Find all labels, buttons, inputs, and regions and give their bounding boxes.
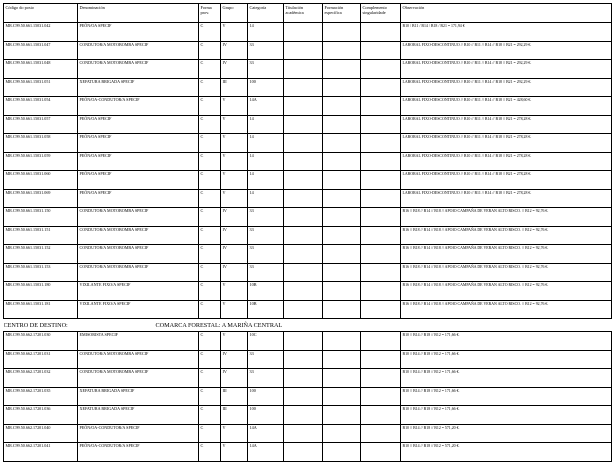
table-row — [4, 443, 612, 462]
table-row — [4, 41, 612, 60]
cell-grupo: III — [221, 406, 248, 425]
table-row — [4, 189, 612, 208]
cell-complemento — [361, 152, 401, 171]
column-header-denominacion: Denominación — [78, 4, 199, 23]
cell-codigo: MR.C99.50.662.17201.041 — [4, 443, 78, 462]
cell-codigo: MR.C99.50.661.15031.054 — [4, 97, 78, 116]
cell-titulacion — [284, 350, 323, 369]
table-row — [4, 226, 612, 245]
cell-observacion: B16 // B18 // B14 // B18 // APOIO CAMPAÑA DE VERAN ALTO RISCO. // B12 = 92,76 €. — [401, 226, 612, 245]
cell-titulacion — [284, 406, 323, 425]
centro-destino-label: CENTRO DE DESTINO: — [3, 322, 68, 329]
cell-forma-prov: C — [199, 226, 221, 245]
cell-titulacion — [284, 134, 323, 153]
cell-formacion — [323, 300, 361, 319]
cell-complemento — [361, 424, 401, 443]
cell-titulacion — [284, 300, 323, 319]
table-row — [4, 300, 612, 319]
cell-formacion — [323, 263, 361, 282]
cell-grupo: IV — [221, 208, 248, 227]
cell-denominacion: CONDUTOR/A MOTOBOMBA SPECIF — [78, 41, 199, 60]
table-row — [4, 263, 612, 282]
cell-titulacion — [284, 60, 323, 79]
cell-complemento — [361, 226, 401, 245]
comarca-forestal-label: COMARCA FORESTAL: A MARIÑA CENTRAL — [155, 322, 283, 329]
cell-denominacion: PEÓN/OA-CONDUTOR/A SPECIF — [78, 424, 199, 443]
column-header-grupo: Grupo — [221, 4, 248, 23]
cell-forma-prov: C — [199, 208, 221, 227]
cell-formacion — [323, 152, 361, 171]
cell-codigo: MR.C99.50.661.15031.042 — [4, 23, 78, 42]
cell-categoria: 14 — [248, 171, 284, 190]
cell-observacion: B16 // B18 // B14 // B18 // APOIO CAMPAÑA DE VERAN ALTO RISCO. // B12 = 92,76 €. — [401, 282, 612, 301]
cell-complemento — [361, 41, 401, 60]
cell-titulacion — [284, 97, 323, 116]
cell-complemento — [361, 171, 401, 190]
cell-codigo: MR.C99.50.661.15031.051 — [4, 78, 78, 97]
cell-complemento — [361, 78, 401, 97]
cell-complemento — [361, 443, 401, 462]
cell-categoria: 10B — [248, 300, 284, 319]
cell-grupo: V — [221, 23, 248, 42]
cell-complemento — [361, 189, 401, 208]
cell-observacion: B10 // B14 // B18 // B12 = 171,66 €. — [401, 350, 612, 369]
cell-forma-prov: C — [199, 60, 221, 79]
cell-forma-prov: C — [199, 115, 221, 134]
cell-denominacion: CONDUTOR/A MOTOBOMBA SPECIF — [78, 263, 199, 282]
cell-formacion — [323, 41, 361, 60]
cell-titulacion — [284, 189, 323, 208]
cell-titulacion — [284, 424, 323, 443]
cell-categoria: 14 — [248, 115, 284, 134]
cell-observacion: LABORAL FIXO-DESCONTINUO // B10 // B11 // B14 // B18 // B21 = 428,60 €. — [401, 97, 612, 116]
cell-denominacion: CONDUTOR/A MOTOBOMBA SPECIF — [78, 208, 199, 227]
column-header-complemento: Complemento singularidade — [361, 4, 401, 23]
cell-titulacion — [284, 282, 323, 301]
cell-codigo: MR.C99.50.662.17201.032 — [4, 369, 78, 388]
cell-denominacion: VIXILANTE FIXO/A SPECIF — [78, 300, 199, 319]
cell-categoria: 14 — [248, 23, 284, 42]
cell-denominacion: CONDUTOR/A MOTOBOMBA SPECIF — [78, 245, 199, 264]
table-row — [4, 208, 612, 227]
cell-codigo: MR.C99.50.662.17201.030 — [4, 332, 78, 351]
cell-codigo: MR.C99.50.661.15031.150 — [4, 208, 78, 227]
cell-forma-prov: C — [199, 369, 221, 388]
cell-categoria: 33 — [248, 208, 284, 227]
cell-observacion: B10 // B14 // B18 // B12 = 171,66 €. — [401, 369, 612, 388]
cell-denominacion: EMISORISTA SPECIF — [78, 332, 199, 351]
cell-observacion: B16 // B18 // B14 // B18 // APOIO CAMPAÑA DE VERAN ALTO RISCO. // B12 = 92,76 €. — [401, 208, 612, 227]
cell-titulacion — [284, 332, 323, 351]
cell-formacion — [323, 226, 361, 245]
cell-grupo: V — [221, 282, 248, 301]
cell-forma-prov: C — [199, 23, 221, 42]
table-row — [4, 424, 612, 443]
cell-complemento — [361, 60, 401, 79]
cell-complemento — [361, 97, 401, 116]
cell-grupo: V — [221, 443, 248, 462]
table-header — [4, 4, 612, 23]
cell-titulacion — [284, 152, 323, 171]
cell-complemento — [361, 263, 401, 282]
table-row — [4, 23, 612, 42]
cell-codigo: MR.C99.50.661.15031.151 — [4, 226, 78, 245]
cell-complemento — [361, 208, 401, 227]
cell-formacion — [323, 134, 361, 153]
cell-grupo: V — [221, 97, 248, 116]
cell-denominacion: XEFATURA BRIGADA SPECIF — [78, 387, 199, 406]
cell-categoria: 33 — [248, 245, 284, 264]
table-row — [4, 387, 612, 406]
cell-codigo: MR.C99.50.661.15031.048 — [4, 60, 78, 79]
cell-observacion: B10 // B14 // B18 // B12 = 571,20 €. — [401, 424, 612, 443]
cell-forma-prov: C — [199, 78, 221, 97]
cell-forma-prov: C — [199, 406, 221, 425]
column-header-categoria: Categoría — [248, 4, 284, 23]
cell-forma-prov: C — [199, 171, 221, 190]
cell-formacion — [323, 282, 361, 301]
cell-titulacion — [284, 443, 323, 462]
cell-categoria: 14 — [248, 152, 284, 171]
cell-grupo: IV — [221, 245, 248, 264]
cell-formacion — [323, 245, 361, 264]
cell-denominacion: PEÓN/OA SPECIF — [78, 171, 199, 190]
table-row — [4, 245, 612, 264]
cell-categoria: 14A — [248, 443, 284, 462]
cell-titulacion — [284, 115, 323, 134]
cell-grupo: V — [221, 300, 248, 319]
centro-destino-banner — [4, 319, 612, 332]
cell-complemento — [361, 350, 401, 369]
cell-complemento — [361, 332, 401, 351]
cell-forma-prov: C — [199, 350, 221, 369]
table-row — [4, 171, 612, 190]
cell-grupo: IV — [221, 369, 248, 388]
cell-titulacion — [284, 387, 323, 406]
cell-forma-prov: C — [199, 189, 221, 208]
cell-formacion — [323, 387, 361, 406]
cell-titulacion — [284, 369, 323, 388]
cell-forma-prov: C — [199, 152, 221, 171]
cell-forma-prov: C — [199, 41, 221, 60]
cell-codigo: MR.C99.50.661.15031.181 — [4, 300, 78, 319]
cell-complemento — [361, 406, 401, 425]
cell-formacion — [323, 369, 361, 388]
table-row — [4, 406, 612, 425]
cell-grupo: V — [221, 171, 248, 190]
cell-complemento — [361, 369, 401, 388]
cell-forma-prov: C — [199, 282, 221, 301]
cell-formacion — [323, 189, 361, 208]
cell-categoria: 33 — [248, 226, 284, 245]
cell-denominacion: VIXILANTE FIXO/A SPECIF — [78, 282, 199, 301]
cell-complemento — [361, 387, 401, 406]
cell-observacion: LABORAL FIXO-DESCONTINUO // B10 // B11 // B14 // B18 // B21 = 278,28 €. — [401, 115, 612, 134]
cell-categoria: 10B — [248, 282, 284, 301]
cell-denominacion: PEÓN/OA SPECIF — [78, 23, 199, 42]
cell-observacion: LABORAL FIXO-DESCONTINUO // B10 // B11 // B14 // B18 // B21 = 278,28 €. — [401, 152, 612, 171]
table-row — [4, 152, 612, 171]
cell-grupo: V — [221, 115, 248, 134]
cell-codigo: MR.C99.50.661.15031.152 — [4, 245, 78, 264]
column-header-observacion: Observación — [401, 4, 612, 23]
cell-denominacion: PEÓN/OA-CONDUTOR/A SPECIF — [78, 97, 199, 116]
cell-grupo: V — [221, 424, 248, 443]
cell-titulacion — [284, 41, 323, 60]
cell-complemento — [361, 134, 401, 153]
cell-observacion: LABORAL FIXO-DESCONTINUO // B10 // B11 // B14 // B18 // B21 = 292,29 €. — [401, 78, 612, 97]
cell-categoria: 100 — [248, 78, 284, 97]
document-page — [0, 3, 614, 449]
cell-codigo: MR.C99.50.661.15031.180 — [4, 282, 78, 301]
cell-formacion — [323, 23, 361, 42]
table-row — [4, 282, 612, 301]
cell-complemento — [361, 115, 401, 134]
cell-complemento — [361, 282, 401, 301]
cell-forma-prov: C — [199, 263, 221, 282]
cell-categoria: 33 — [248, 263, 284, 282]
cell-formacion — [323, 171, 361, 190]
cell-complemento — [361, 245, 401, 264]
table-row — [4, 60, 612, 79]
cell-formacion — [323, 332, 361, 351]
table-row — [4, 78, 612, 97]
cell-categoria: 100 — [248, 406, 284, 425]
cell-observacion: LABORAL FIXO-DESCONTINUO // B10 // B11 // B14 // B18 // B21 = 292,29 €. — [401, 60, 612, 79]
cell-formacion — [323, 424, 361, 443]
cell-grupo: III — [221, 387, 248, 406]
cell-categoria: 14A — [248, 97, 284, 116]
cell-formacion — [323, 97, 361, 116]
cell-observacion: LABORAL FIXO-DESCONTINUO // B10 // B11 // B14 // B18 // B21 = 278,28 €. — [401, 134, 612, 153]
column-header-formacion: Formación específica — [323, 4, 361, 23]
column-header-codigo: Código do posto — [4, 4, 78, 23]
cell-categoria: 33 — [248, 350, 284, 369]
cell-complemento — [361, 23, 401, 42]
cell-categoria: 14 — [248, 189, 284, 208]
cell-denominacion: PEÓN/OA SPECIF — [78, 134, 199, 153]
table-row — [4, 350, 612, 369]
cell-titulacion — [284, 171, 323, 190]
cell-categoria: 14 — [248, 134, 284, 153]
cell-observacion: B16 // B18 // B14 // B18 // APOIO CAMPAÑA DE VERAN ALTO RISCO. // B12 = 92,76 €. — [401, 263, 612, 282]
cell-grupo: IV — [221, 60, 248, 79]
cell-grupo: V — [221, 332, 248, 351]
table-row — [4, 134, 612, 153]
cell-forma-prov: C — [199, 332, 221, 351]
cell-formacion — [323, 60, 361, 79]
cell-formacion — [323, 78, 361, 97]
cell-grupo: IV — [221, 263, 248, 282]
cell-codigo: MR.C99.50.662.17201.035 — [4, 387, 78, 406]
cell-denominacion: CONDUTOR/A MOTOBOMBA SPECIF — [78, 226, 199, 245]
cell-codigo: MR.C99.50.662.17201.040 — [4, 424, 78, 443]
cell-forma-prov: C — [199, 300, 221, 319]
centro-destino-banner-row — [4, 319, 612, 332]
cell-categoria: 100 — [248, 387, 284, 406]
cell-observacion: LABORAL FIXO-DESCONTINUO // B10 // B11 // B14 // B18 // B21 = 292,29 €. — [401, 41, 612, 60]
cell-formacion — [323, 350, 361, 369]
cell-codigo: MR.C99.50.661.15031.060 — [4, 171, 78, 190]
cell-forma-prov: C — [199, 387, 221, 406]
cell-titulacion — [284, 226, 323, 245]
cell-complemento — [361, 300, 401, 319]
cell-forma-prov: C — [199, 97, 221, 116]
cell-denominacion: XEFATURA BRIGADA SPECIF — [78, 78, 199, 97]
cell-grupo: IV — [221, 350, 248, 369]
cell-categoria: 33 — [248, 60, 284, 79]
cell-categoria: 10C — [248, 332, 284, 351]
cell-denominacion: PEÓN/OA-CONDUTOR/A SPECIF — [78, 443, 199, 462]
cell-denominacion: PEÓN/OA SPECIF — [78, 152, 199, 171]
column-header-forma-prov: Forma prov. — [199, 4, 221, 23]
cell-observacion: B16 // B18 // B14 // B18 // APOIO CAMPAÑA DE VERAN ALTO RISCO. // B12 = 92,76 €. — [401, 300, 612, 319]
cell-codigo: MR.C99.50.661.15031.059 — [4, 152, 78, 171]
cell-categoria: 33 — [248, 41, 284, 60]
cell-codigo: MR.C99.50.661.15031.047 — [4, 41, 78, 60]
cell-observacion: B10 // B14 // B18 // B12 = 171,66 €. — [401, 387, 612, 406]
cell-grupo: IV — [221, 226, 248, 245]
cell-categoria: 33 — [248, 369, 284, 388]
cell-codigo: MR.C99.50.662.17201.036 — [4, 406, 78, 425]
cell-observacion: B16 // B18 // B14 // B18 // APOIO CAMPAÑA DE VERAN ALTO RISCO. // B12 = 92,76 €. — [401, 245, 612, 264]
cell-titulacion — [284, 263, 323, 282]
cell-codigo: MR.C99.50.661.15031.069 — [4, 189, 78, 208]
cell-observacion: B10 // B14 // B18 // B12 = 171,66 €. — [401, 406, 612, 425]
table-row — [4, 115, 612, 134]
cell-titulacion — [284, 245, 323, 264]
cell-formacion — [323, 208, 361, 227]
cell-formacion — [323, 443, 361, 462]
cell-codigo: MR.C99.50.661.15031.058 — [4, 134, 78, 153]
cell-denominacion: CONDUTOR/A MOTOBOMBA SPECIF — [78, 369, 199, 388]
cell-grupo: V — [221, 134, 248, 153]
cell-observacion: B10 / B11 / B14 / B18 / B21 = 171,94 € — [401, 23, 612, 42]
cell-categoria: 14A — [248, 424, 284, 443]
cell-denominacion: PEÓN/OA SPECIF — [78, 189, 199, 208]
cell-denominacion: CONDUTOR/A MOTOBOMBA SPECIF — [78, 350, 199, 369]
cell-denominacion: XEFATURA BRIGADA SPECIF — [78, 406, 199, 425]
cell-grupo: III — [221, 78, 248, 97]
table-row — [4, 369, 612, 388]
cell-forma-prov: C — [199, 443, 221, 462]
cell-denominacion: PEÓN/OA SPECIF — [78, 115, 199, 134]
cell-grupo: V — [221, 152, 248, 171]
cell-observacion: LABORAL FIXO-DESCONTINUO // B10 // B11 // B14 // B18 // B21 = 278,28 €. — [401, 189, 612, 208]
cell-observacion: B10 // B14 // B18 // B12 = 171,66 €. — [401, 332, 612, 351]
column-header-titulacion: Titulación académica — [284, 4, 323, 23]
positions-table — [3, 3, 612, 462]
cell-titulacion — [284, 78, 323, 97]
table-row — [4, 97, 612, 116]
cell-codigo: MR.C99.50.662.17201.031 — [4, 350, 78, 369]
cell-forma-prov: C — [199, 424, 221, 443]
cell-forma-prov: C — [199, 134, 221, 153]
cell-codigo: MR.C99.50.661.15031.057 — [4, 115, 78, 134]
cell-formacion — [323, 406, 361, 425]
cell-titulacion — [284, 208, 323, 227]
cell-formacion — [323, 115, 361, 134]
table-body — [4, 23, 612, 462]
cell-denominacion: CONDUTOR/A MOTOBOMBA SPECIF — [78, 60, 199, 79]
cell-grupo: V — [221, 189, 248, 208]
cell-grupo: IV — [221, 41, 248, 60]
cell-forma-prov: C — [199, 245, 221, 264]
cell-codigo: MR.C99.50.661.15031.153 — [4, 263, 78, 282]
cell-observacion: LABORAL FIXO-DESCONTINUO // B10 // B11 // B14 // B18 // B21 = 278,28 €. — [401, 171, 612, 190]
table-row — [4, 332, 612, 351]
header-row — [4, 4, 612, 23]
cell-titulacion — [284, 23, 323, 42]
cell-observacion: B10 // B14 // B18 // B12 = 571,20 €. — [401, 443, 612, 462]
